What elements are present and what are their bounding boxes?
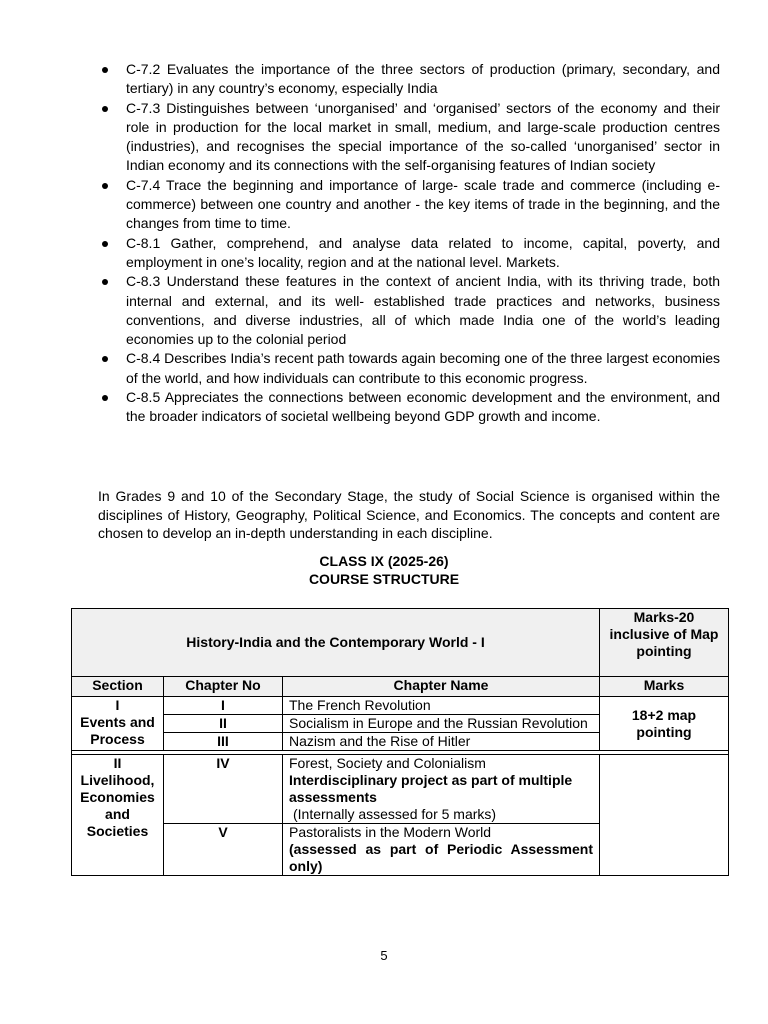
section-number: I (115, 697, 120, 713)
bullet-dot-icon (102, 356, 108, 362)
class-title: CLASS IX (2025-26) (319, 553, 449, 569)
chapter-name: Nazism and the Rise of Hitler (283, 733, 600, 751)
outcome-text: C-7.4 Trace the beginning and importance of large- scale trade and commerce (including e- commerce) between one country and another - the key items of trade in the beginning, and the changes from time to time. (126, 176, 720, 232)
outcome-text: C-7.3 Distinguishes between ‘unorganised’ and ‘organised’ sectors of the economy and their role in production for the local market in small, medium, and large-scale production centres (industries), and recognises the special importance of the so-called ‘unorganised’ sector in Indian economy and its connections with the self-organising features of Indian society (126, 99, 720, 174)
outcome-text: C-7.2 Evaluates the importance of the three sectors of production (primary, secondary, and tertiary) in any country’s economy, especially India (126, 61, 720, 97)
section-name: Events and Process (80, 714, 155, 747)
outcome-item (100, 349, 720, 388)
outcome-item (100, 234, 720, 273)
bullet-dot-icon (102, 279, 108, 285)
chapter-no: III (164, 733, 283, 751)
chapter-no: I (164, 697, 283, 715)
col-chapter-name: Chapter Name (283, 677, 600, 697)
bullet-dot-icon (102, 106, 108, 112)
outcome-text: C-8.5 Appreciates the connections between economic development and the environment, and the broader indicators of societal wellbeing beyond GDP growth and income. (126, 389, 720, 425)
course-structure-title: COURSE STRUCTURE (308, 571, 460, 587)
outcome-text: C-8.4 Describes India’s recent path towards again becoming one of the three largest economies of the world, and how individuals can contribute to this economic progress. (126, 350, 720, 386)
marks-cell: 18+2 map pointing (600, 697, 729, 751)
chapter-name-cell (283, 755, 600, 824)
chapter-name-cell (283, 824, 600, 876)
outcome-item (100, 388, 720, 427)
chapter-name: Forest, Society and Colonialism (289, 755, 486, 771)
learning-outcomes-list (100, 60, 720, 427)
outcome-text: C-8.3 Understand these features in the context of ancient India, with its thriving trade, both internal and external, and its well- established trade practices and networks, business conventions, and diverse industries, all of which made India one of the world’s leading economies up to the colonial period (126, 273, 720, 348)
section-number: II (113, 755, 122, 771)
bullet-dot-icon (102, 241, 108, 247)
chapter-no: IV (164, 755, 283, 824)
marks-cell-empty (600, 755, 729, 876)
marks-header-cell: Marks-20 inclusive of Map pointing (600, 609, 729, 677)
chapter-no: II (164, 715, 283, 733)
course-structure-table (71, 608, 729, 876)
column-header-row (72, 677, 729, 697)
table-row (72, 697, 729, 715)
chapter-name: Socialism in Europe and the Russian Revolution (283, 715, 600, 733)
chapter-name: Pastoralists in the Modern World (289, 824, 492, 840)
col-chapter-no: Chapter No (164, 677, 283, 697)
chapter-name: The French Revolution (283, 697, 600, 715)
table-header-row (72, 609, 729, 677)
intro-paragraph: In Grades 9 and 10 of the Secondary Stage, the study of Social Science is organised within the disciplines of History, Geography, Political Science, and Economics. The concepts and content are chosen to develop an in-depth understanding in each discipline. (98, 488, 720, 541)
section-name: Livelihood, Economies and Societies (80, 772, 155, 839)
bullet-dot-icon (102, 67, 108, 73)
col-section: Section (72, 677, 164, 697)
outcome-item (100, 99, 720, 176)
outcome-text: C-8.1 Gather, comprehend, and analyse data related to income, capital, poverty, and employment in one’s locality, region and at the national level. Markets. (126, 234, 720, 270)
section-cell (72, 697, 164, 751)
chapter-note-bold: Interdisciplinary project as part of multiple assessments (289, 772, 573, 805)
chapter-no: V (164, 824, 283, 876)
table-row (72, 755, 729, 824)
col-marks: Marks (600, 677, 729, 697)
bullet-dot-icon (102, 395, 108, 401)
page-number: 5 (380, 948, 388, 963)
subject-title-cell: History-India and the Contemporary World - I (72, 609, 600, 677)
section-cell (72, 755, 164, 876)
chapter-note: (Internally assessed for 5 marks) (293, 806, 497, 822)
chapter-note-bold: (assessed as part of Periodic Assessment only) (289, 841, 593, 874)
outcome-item (100, 176, 720, 234)
bullet-dot-icon (102, 183, 108, 189)
outcome-item (100, 272, 720, 349)
outcome-item (100, 60, 720, 99)
